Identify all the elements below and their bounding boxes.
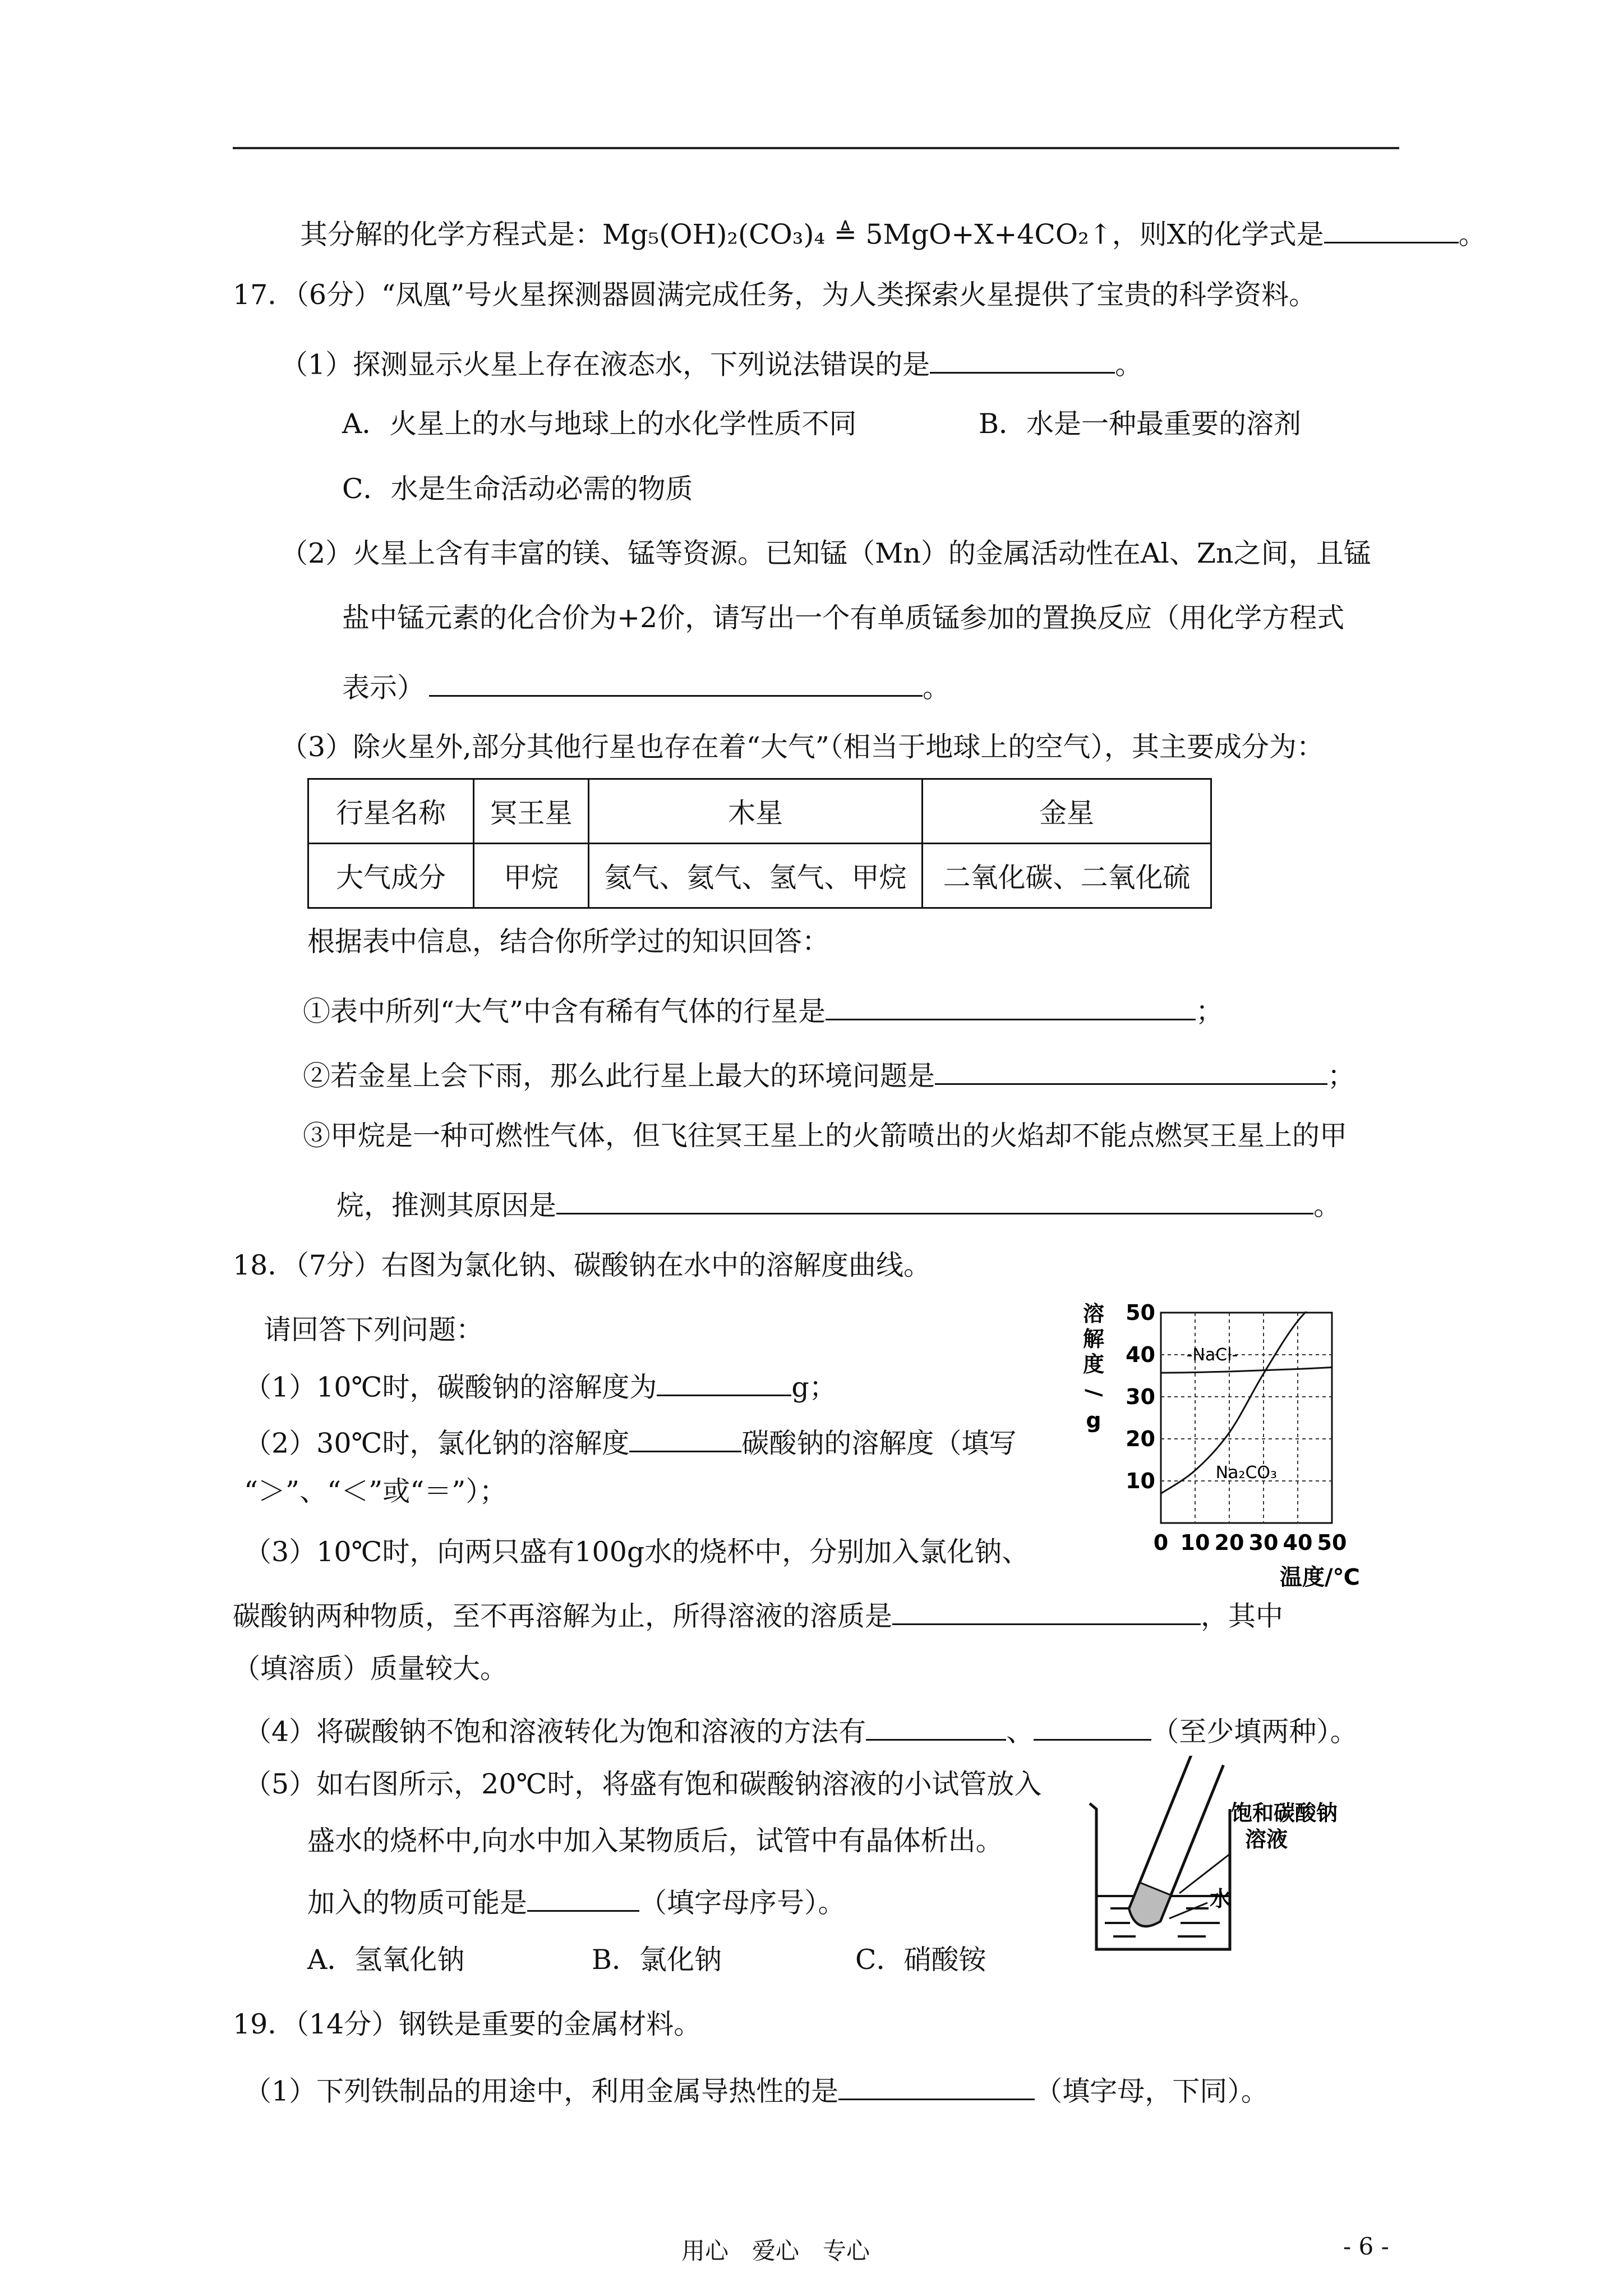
y-tick-label: 30 bbox=[1126, 1384, 1155, 1409]
answer-blank[interactable] bbox=[935, 1055, 1327, 1085]
q17-option-a: A．火星上的水与地球上的水化学性质不同 bbox=[342, 408, 857, 440]
x-tick-label: 20 bbox=[1214, 1530, 1244, 1555]
x-tick-label: 40 bbox=[1283, 1530, 1313, 1555]
table-cell: 甲烷 bbox=[474, 844, 589, 908]
answer-blank[interactable] bbox=[930, 343, 1115, 374]
y-axis-label-stack bbox=[1082, 1301, 1106, 1433]
q18-option-a: A．氢氧化钠 bbox=[307, 1944, 465, 1976]
q19-stem: 19．（14分）钢铁是重要的金属材料。 bbox=[233, 2008, 702, 2040]
series-line-nacl bbox=[1161, 1368, 1332, 1373]
y-tick-label: 20 bbox=[1126, 1427, 1155, 1451]
table-cell: 二氧化碳、二氧化硫 bbox=[923, 844, 1211, 908]
q17-sub3-line2: 烷，推测其原因是 。 bbox=[336, 1184, 1341, 1222]
y-label-char: 解 bbox=[1082, 1327, 1105, 1351]
q18-part3-line2: 碳酸钠两种物质，至不再溶解为止，所得溶液的溶质是 ，其中 bbox=[233, 1595, 1283, 1633]
q17-part2-line1: （2）火星上含有丰富的镁、锰等资源。已知锰（Mn）的金属活动性在Al、Zn之间，且锰 bbox=[280, 537, 1371, 569]
q17-part3: （3）除火星外,部分其他行星也存在着“大气”（相当于地球上的空气），其主要成分为： bbox=[280, 731, 1324, 763]
q17-option-b: B．水是一种最重要的溶剂 bbox=[979, 408, 1302, 440]
answer-blank[interactable] bbox=[429, 666, 923, 697]
label-solution: 溶液 bbox=[1245, 1827, 1288, 1852]
answer-blank[interactable] bbox=[866, 1710, 1006, 1741]
table-cell: 冥王星 bbox=[474, 779, 589, 844]
water-pointer bbox=[1169, 1903, 1207, 1918]
table-row bbox=[308, 844, 1211, 908]
q18-part2-cont: “＞”、“＜”或“＝”）； bbox=[244, 1475, 507, 1507]
q17-intro: 根据表中信息，结合你所学过的知识回答： bbox=[307, 926, 830, 958]
answer-blank[interactable] bbox=[838, 2070, 1035, 2100]
q18-part5-line3: 加入的物质可能是 （填字母序号）。 bbox=[307, 1881, 846, 1920]
q17-sub3-line1: ③甲烷是一种可燃性气体，但飞往冥王星上的火箭喷出的火焰却不能点燃冥王星上的甲 bbox=[303, 1120, 1348, 1152]
label-saturated-solution: 饱和碳酸钠 bbox=[1231, 1801, 1338, 1825]
plot-frame bbox=[1161, 1313, 1332, 1523]
x-tick-label: 0 bbox=[1153, 1530, 1169, 1555]
series-label-na2co3: Na₂CO₃ bbox=[1215, 1463, 1278, 1483]
q18-part2: （2）30℃时，氯化钠的溶解度 碳酸钠的溶解度（填写 bbox=[244, 1422, 1016, 1460]
q17-part2-line2: 盐中锰元素的化合价为+2价，请写出一个有单质锰参加的置换反应（用化学方程式 bbox=[342, 602, 1345, 634]
answer-blank[interactable] bbox=[1034, 1710, 1151, 1741]
q17-stem: 17．（6分）“凤凰”号火星探测器圆满完成任务，为人类探索火星提供了宝贵的科学资料。 bbox=[233, 279, 1317, 311]
table-row bbox=[308, 779, 1211, 844]
answer-blank[interactable] bbox=[527, 1881, 639, 1912]
header-rule bbox=[233, 147, 1399, 149]
x-axis-label: 温度/℃ bbox=[1279, 1565, 1360, 1590]
solubility-curve-chart bbox=[1077, 1301, 1391, 1593]
q18-option-b: B．氯化钠 bbox=[592, 1944, 722, 1976]
page-number: - 6 - bbox=[1343, 2233, 1389, 2260]
y-tick-label: 10 bbox=[1126, 1469, 1155, 1493]
x-tick-label: 50 bbox=[1317, 1530, 1347, 1555]
table-cell: 木星 bbox=[589, 779, 923, 844]
q18-stem: 18．（7分）右图为氯化钠、碳酸钠在水中的溶解度曲线。 bbox=[233, 1249, 932, 1281]
series-label-nacl: -NaCl- bbox=[1186, 1345, 1238, 1365]
q17-option-c: C．水是生命活动必需的物质 bbox=[342, 473, 693, 505]
planet-atmosphere-table bbox=[307, 778, 1212, 909]
table-cell: 金星 bbox=[923, 779, 1211, 844]
chart-grid bbox=[1161, 1313, 1332, 1523]
q18-option-c: C．硝酸铵 bbox=[855, 1944, 986, 1976]
x-tick-label: 10 bbox=[1180, 1530, 1210, 1555]
decomposition-equation-line: 其分解的化学方程式是：Mg₅(OH)₂(CO₃)₄ ≜ 5MgO+X+4CO₂↑，则X的化学式是 。 bbox=[300, 213, 1486, 251]
y-label-char: 度 bbox=[1082, 1352, 1105, 1377]
q18-part5-line1: （5）如右图所示，20℃时，将盛有饱和碳酸钠溶液的小试管放入 bbox=[244, 1768, 1042, 1800]
y-label-char: 溶 bbox=[1082, 1301, 1105, 1326]
y-label-char: / bbox=[1082, 1389, 1106, 1397]
table-cell: 氦气、氦气、氢气、甲烷 bbox=[589, 844, 923, 908]
answer-blank[interactable] bbox=[657, 1366, 791, 1396]
answer-blank[interactable] bbox=[826, 990, 1196, 1020]
table-cell: 行星名称 bbox=[308, 779, 474, 844]
table-cell: 大气成分 bbox=[308, 844, 474, 908]
q18-part3-line3: （填溶质）质量较大。 bbox=[233, 1653, 508, 1685]
label-water: 水 bbox=[1210, 1887, 1232, 1911]
answer-blank[interactable] bbox=[1324, 213, 1459, 243]
y-tick-label: 40 bbox=[1126, 1342, 1155, 1367]
x-tick-label: 30 bbox=[1248, 1530, 1279, 1555]
beaker-test-tube-figure bbox=[1080, 1756, 1394, 1958]
q17-sub1: ①表中所列“大气”中含有稀有气体的行星是 ； bbox=[303, 990, 1223, 1028]
q17-sub2: ②若金星上会下雨，那么此行星上最大的环境问题是 ； bbox=[303, 1055, 1355, 1093]
answer-blank[interactable] bbox=[629, 1422, 741, 1452]
q17-part1: （1）探测显示火星上存在液态水，下列说法错误的是 。 bbox=[280, 343, 1142, 381]
q19-part1: （1）下列铁制品的用途中，利用金属导热性的是 （填字母，下同）。 bbox=[244, 2070, 1269, 2108]
chart-ticks bbox=[1126, 1301, 1347, 1555]
q18-ask: 请回答下列问题： bbox=[264, 1314, 484, 1346]
q17-part2-line3: 表示） 。 bbox=[342, 666, 950, 705]
test-tube-icon bbox=[1125, 1756, 1224, 1931]
y-tick-label: 50 bbox=[1126, 1301, 1155, 1325]
q18-part4: （4）将碳酸钠不饱和溶液转化为饱和溶液的方法有 、 （至少填两种）。 bbox=[244, 1710, 1358, 1749]
footer-center: 用心 爱心 专心 bbox=[681, 2237, 870, 2265]
answer-blank[interactable] bbox=[556, 1184, 1313, 1214]
q18-part5-line2: 盛水的烧杯中,向水中加入某物质后，试管中有晶体析出。 bbox=[307, 1825, 1003, 1857]
answer-blank[interactable] bbox=[892, 1595, 1201, 1625]
y-label-char: g bbox=[1086, 1408, 1101, 1433]
q18-part3-line1: （3）10℃时，向两只盛有100g水的烧杯中，分别加入氯化钠、 bbox=[244, 1536, 1030, 1568]
q18-part1: （1）10℃时，碳酸钠的溶解度为 g； bbox=[244, 1366, 837, 1404]
